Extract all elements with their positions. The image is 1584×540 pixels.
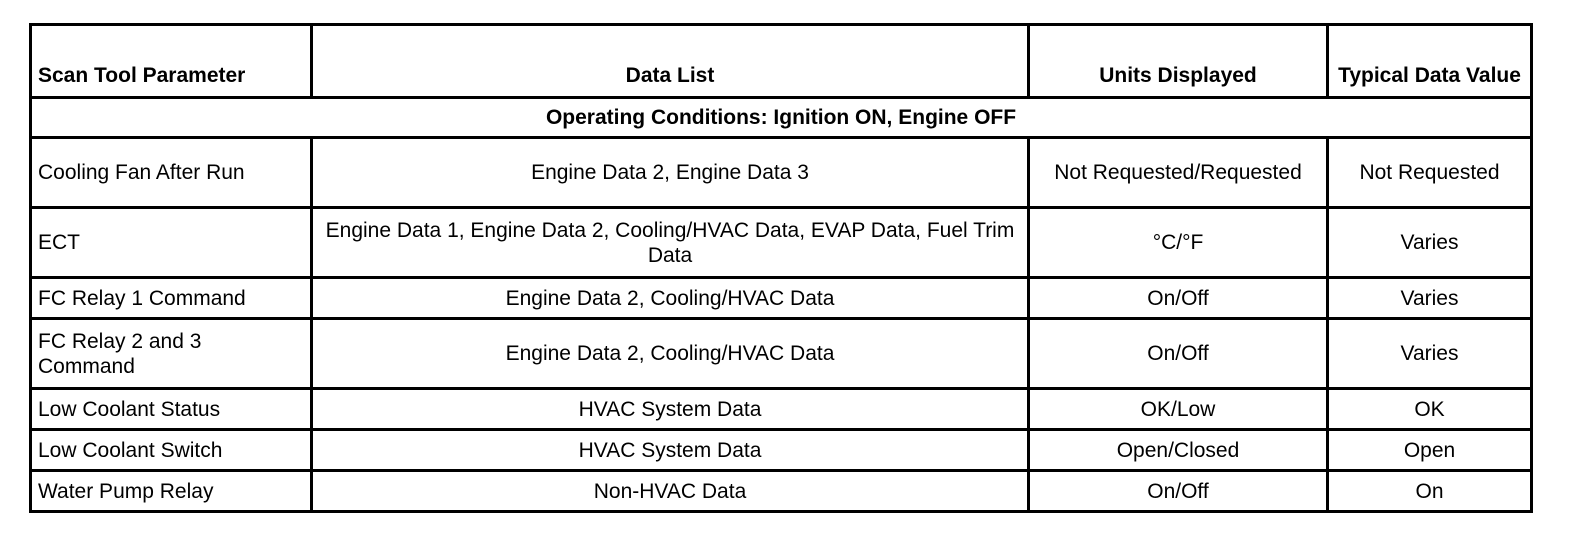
typical-value-cell: Not Requested xyxy=(1328,138,1532,208)
table-row xyxy=(31,389,1532,430)
column-header-parameter: Scan Tool Parameter xyxy=(31,25,312,98)
typical-value-cell: OK xyxy=(1328,389,1532,430)
table-row xyxy=(31,430,1532,471)
operating-conditions-row xyxy=(31,98,1532,138)
units-cell: On/Off xyxy=(1029,278,1328,319)
data-list-cell: Engine Data 2, Cooling/HVAC Data xyxy=(312,278,1029,319)
typical-value-cell: Open xyxy=(1328,430,1532,471)
column-header-typical-value: Typical Data Value xyxy=(1328,25,1532,98)
parameter-cell: ECT xyxy=(31,208,312,278)
parameter-cell: FC Relay 1 Command xyxy=(31,278,312,319)
parameter-cell: Low Coolant Status xyxy=(31,389,312,430)
units-cell: Open/Closed xyxy=(1029,430,1328,471)
parameter-cell: Low Coolant Switch xyxy=(31,430,312,471)
typical-value-cell: Varies xyxy=(1328,319,1532,389)
units-cell: °C/°F xyxy=(1029,208,1328,278)
typical-value-cell: On xyxy=(1328,471,1532,512)
column-header-data-list: Data List xyxy=(312,25,1029,98)
table-row xyxy=(31,319,1532,389)
data-list-cell: Engine Data 1, Engine Data 2, Cooling/HVAC Data, EVAP Data, Fuel Trim Data xyxy=(312,208,1029,278)
table-row xyxy=(31,208,1532,278)
units-cell: OK/Low xyxy=(1029,389,1328,430)
units-cell: On/Off xyxy=(1029,319,1328,389)
scan-tool-data-table xyxy=(29,23,1533,513)
data-list-cell: HVAC System Data xyxy=(312,430,1029,471)
table-row xyxy=(31,278,1532,319)
units-cell: On/Off xyxy=(1029,471,1328,512)
typical-value-cell: Varies xyxy=(1328,208,1532,278)
parameter-cell: FC Relay 2 and 3 Command xyxy=(31,319,312,389)
column-header-units: Units Displayed xyxy=(1029,25,1328,98)
units-cell: Not Requested/Requested xyxy=(1029,138,1328,208)
header-row xyxy=(31,25,1532,98)
data-list-cell: Engine Data 2, Engine Data 3 xyxy=(312,138,1029,208)
table-row xyxy=(31,138,1532,208)
typical-value-cell: Varies xyxy=(1328,278,1532,319)
operating-conditions-label: Operating Conditions: Ignition ON, Engine OFF xyxy=(31,98,1532,138)
parameter-cell: Water Pump Relay xyxy=(31,471,312,512)
parameter-cell: Cooling Fan After Run xyxy=(31,138,312,208)
table-row xyxy=(31,471,1532,512)
data-list-cell: Non-HVAC Data xyxy=(312,471,1029,512)
data-list-cell: Engine Data 2, Cooling/HVAC Data xyxy=(312,319,1029,389)
data-list-cell: HVAC System Data xyxy=(312,389,1029,430)
